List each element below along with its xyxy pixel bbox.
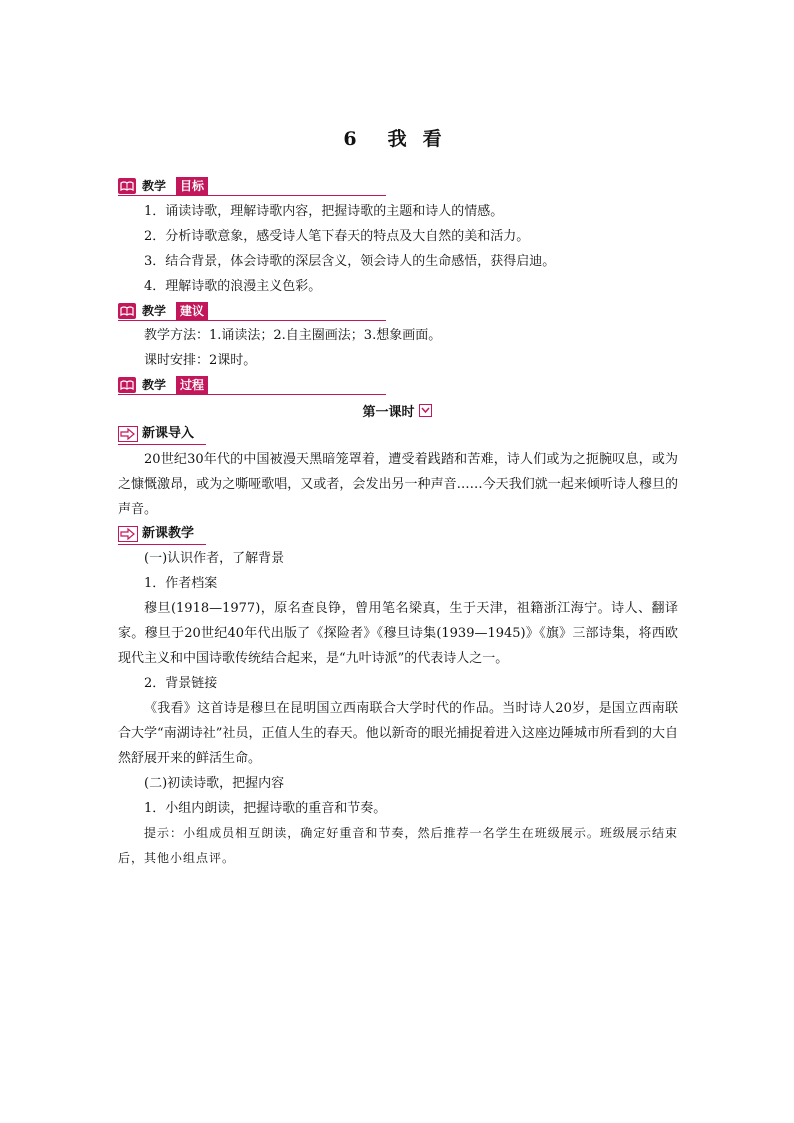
part-heading: (一)认识作者，了解背景	[144, 551, 285, 566]
lesson-hour-label: 第一课时	[362, 405, 415, 420]
subsection-divider	[118, 544, 206, 545]
item-heading: 1．小组内朗读，把握诗歌的重音和节奏。	[144, 801, 387, 816]
background-paragraph: 《我看》这首诗是穆旦在昆明国立西南联合大学时代的作品。当时诗人20岁，是国立西南联合大学“南湖诗社”社员，正值人生的春天。他以新奇的眼光捕捉着进入这座边陲城市所看到的大自然舒展开来的鲜活生命。	[118, 701, 678, 766]
lesson-number: 6	[343, 128, 359, 150]
subsection-teaching	[118, 525, 206, 543]
goal-item: 2．分析诗歌意象，感受诗人笔下春天的特点及大自然的美和活力。	[144, 229, 530, 244]
intro-paragraph: 20世纪30年代的中国被漫天黑暗笼罩着，遭受着践踏和苦难，诗人们或为之扼腕叹息，或为之慷慨激昂，或为之嘶哑歌唱，又或者，会发出另一种声音……今天我们就一起来倾听诗人穆旦的声音。	[118, 452, 678, 517]
section-header-advice	[118, 302, 386, 320]
lesson-hour-title	[0, 401, 794, 420]
teaching-method: 教学方法：1.诵读法；2.自主圈画法；3.想象画面。	[144, 328, 442, 343]
section-header-goals	[118, 177, 386, 195]
goal-item: 3．结合背景，体会诗歌的深层含义，领会诗人的生命感悟，获得启迪。	[144, 254, 556, 269]
section-divider	[118, 195, 386, 196]
subsection-intro	[118, 425, 206, 443]
section-label-prefix: 教学	[142, 179, 167, 193]
section-label-suffix: 过程	[176, 376, 208, 394]
title-char-2: 看	[422, 128, 444, 150]
item-heading: 1．作者档案	[144, 576, 218, 591]
subsection-divider	[118, 444, 206, 445]
book-icon	[118, 178, 136, 194]
section-divider	[118, 394, 386, 395]
section-header-process	[118, 376, 386, 394]
lesson-schedule: 课时安排：2课时。	[144, 353, 257, 368]
item-heading: 2．背景链接	[144, 676, 218, 691]
goal-item: 1．诵读诗歌，理解诗歌内容，把握诗歌的主题和诗人的情感。	[144, 204, 504, 219]
goal-item: 4．理解诗歌的浪漫主义色彩。	[144, 279, 322, 294]
section-label-prefix: 教学	[142, 378, 167, 392]
section-divider	[118, 320, 386, 321]
section-label-prefix: 教学	[142, 304, 167, 318]
hint-paragraph: 提示：小组成员相互朗读，确定好重音和节奏，然后推荐一名学生在班级展示。班级展示结束后，其他小组点评。	[118, 826, 678, 865]
part-heading: (二)初读诗歌，把握内容	[144, 776, 285, 791]
arrow-right-icon	[118, 426, 138, 442]
subsection-title: 新课导入	[142, 426, 195, 441]
chevron-down-icon	[419, 404, 432, 417]
arrow-right-icon	[118, 526, 138, 542]
section-label-suffix: 建议	[176, 302, 208, 320]
book-icon	[118, 377, 136, 393]
book-icon	[118, 303, 136, 319]
page-title	[0, 124, 794, 151]
title-char-1: 我	[387, 128, 409, 150]
section-label-suffix: 目标	[176, 177, 208, 195]
author-paragraph: 穆旦(1918—1977)，原名查良铮，曾用笔名梁真，生于天津，祖籍浙江海宁。诗人、翻译家。穆旦于20世纪40年代出版了《探险者》《穆旦诗集(1939—1945)》《旗》三部诗集，将西欧现代主义和中国诗歌传统结合起来，是“九叶诗派”的代表诗人之一。	[118, 601, 678, 666]
subsection-title: 新课教学	[142, 526, 195, 541]
